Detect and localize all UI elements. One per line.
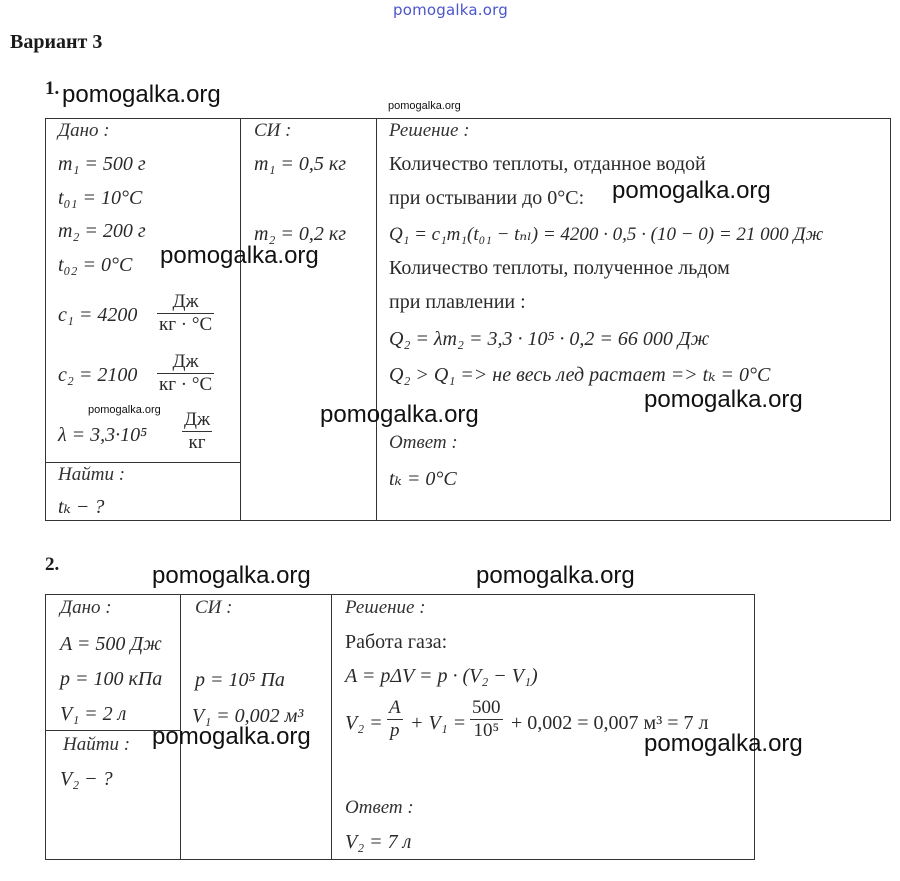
given-v1: V₁ = 2 л xyxy=(60,703,127,725)
si-header: СИ : xyxy=(254,120,292,141)
watermark-top: pomogalka.org xyxy=(393,1,508,19)
given-t01: t₀₁ = 10°C xyxy=(58,187,143,209)
answer-value-2: V₂ = 7 л xyxy=(345,831,412,853)
solution-formula-q2: Q₂ = λm₂ = 3,3 · 10⁵ · 0,2 = 66 000 Дж xyxy=(389,328,710,350)
find-value-2: V₂ − ? xyxy=(60,768,113,790)
given-m1: m₁ = 500 г xyxy=(58,153,146,175)
watermark: pomogalka.org xyxy=(152,562,311,589)
answer-header: Ответ : xyxy=(389,432,458,453)
watermark: pomogalka.org xyxy=(612,177,771,204)
find-header-2: Найти : xyxy=(63,734,131,755)
dano-header-2: Дано : xyxy=(60,597,112,618)
v2-formula-result: + 0,002 = 0,007 м³ = 7 л xyxy=(511,712,709,734)
solution-line-2: при остывании до 0°C: xyxy=(389,187,585,209)
page-title: Вариант 3 xyxy=(10,31,103,53)
v2-formula-prefix: V₂ = xyxy=(345,712,383,734)
dano-header: Дано : xyxy=(58,120,110,141)
watermark-small: pomogalka.org xyxy=(88,404,161,416)
unit-fraction-lambda: Дж кг xyxy=(184,409,211,453)
watermark: pomogalka.org xyxy=(644,730,803,757)
watermark: pomogalka.org xyxy=(644,386,803,413)
unit-fraction-c2: Дж кг · °C xyxy=(159,351,213,395)
watermark: pomogalka.org xyxy=(476,562,635,589)
given-lambda: λ = 3,3·10⁵ xyxy=(58,424,148,446)
v2-formula-plus: + V₁ = xyxy=(410,712,467,734)
solution-formula-q1: Q₁ = c₁m₁(t₀₁ − tₙₗ) = 4200 · 0,5 · (10 − 0) = 21 000 Дж xyxy=(389,224,824,245)
si-header-2: СИ : xyxy=(195,597,233,618)
solution-2-work-formula: A = pΔV = p · (V₂ − V₁) xyxy=(345,665,538,687)
find-header: Найти : xyxy=(58,464,126,485)
given-m2: m₂ = 200 г xyxy=(58,220,146,242)
answer-header-2: Ответ : xyxy=(345,797,414,818)
given-t02: t₀₂ = 0°C xyxy=(58,254,133,276)
watermark: pomogalka.org xyxy=(62,81,221,108)
watermark: pomogalka.org xyxy=(160,242,319,269)
fraction-500-over-10e5: $\frac{500}{\text{10⁵}}$ xyxy=(472,697,501,741)
watermark: pomogalka.org xyxy=(320,401,479,428)
watermark-small: pomogalka.org xyxy=(388,100,461,112)
solution-comparison: Q₂ > Q₁ => не весь лед растает => tₖ = 0°C xyxy=(389,364,771,386)
solution-header-2: Решение : xyxy=(345,597,426,618)
fraction-a-over-p: $\frac{A}{p}$ xyxy=(389,697,401,741)
given-a: A = 500 Дж xyxy=(60,633,162,655)
watermark: pomogalka.org xyxy=(152,723,311,750)
si-p: p = 10⁵ Па xyxy=(195,669,285,691)
solution-line-4: Количество теплоты, полученное льдом xyxy=(389,257,730,279)
solution-2-line-1: Работа газа: xyxy=(345,631,448,653)
si-m2: m₂ = 0,2 кг xyxy=(254,223,347,245)
problem-1-number: 1. xyxy=(45,78,60,99)
si-m1: m₁ = 0,5 кг xyxy=(254,153,347,175)
given-p: p = 100 кПа xyxy=(60,668,163,690)
solution-line-1: Количество теплоты, отданное водой xyxy=(389,153,706,175)
answer-value: tₖ = 0°C xyxy=(389,468,457,490)
given-c2: c₂ = 2100 xyxy=(58,364,138,386)
unit-fraction-c1: Дж кг · °C xyxy=(159,291,213,335)
given-c1: c₁ = 4200 xyxy=(58,304,138,326)
problem-2-number: 2. xyxy=(45,554,60,575)
find-value: tₖ − ? xyxy=(58,496,105,518)
solution-header: Решение : xyxy=(389,120,470,141)
solution-line-5: при плавлении : xyxy=(389,291,526,313)
si-v1: V₁ = 0,002 м³ xyxy=(192,705,304,727)
